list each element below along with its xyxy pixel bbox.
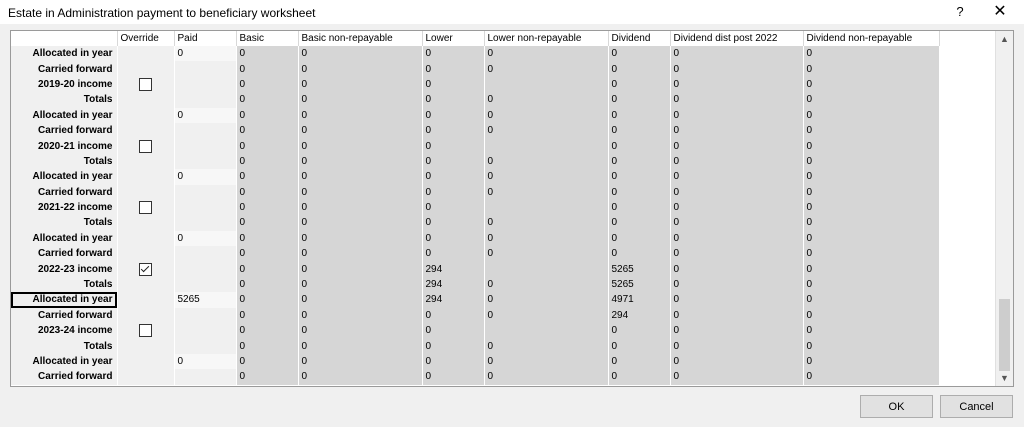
filler-cell: [939, 46, 998, 61]
paid-cell: [174, 77, 236, 92]
column-header-1: Override: [117, 31, 174, 46]
table-row: [11, 215, 998, 230]
value-cell: 0: [670, 338, 803, 353]
override-cell: [117, 277, 174, 292]
row-label[interactable]: Carried forward: [11, 246, 117, 261]
cancel-button[interactable]: Cancel: [940, 395, 1013, 418]
override-checkbox[interactable]: [139, 324, 152, 337]
table-row: [11, 308, 998, 323]
override-cell: [117, 231, 174, 246]
value-cell: 0: [236, 292, 298, 307]
value-cell: 294: [422, 277, 484, 292]
row-label[interactable]: Totals: [11, 154, 117, 169]
filler-cell: [939, 338, 998, 353]
row-label[interactable]: Totals: [11, 92, 117, 107]
value-cell: 0: [484, 231, 608, 246]
scroll-thumb[interactable]: [999, 299, 1010, 371]
paid-cell: [174, 123, 236, 138]
column-header-3: Basic: [236, 31, 298, 46]
value-cell: 0: [670, 215, 803, 230]
value-cell: 0: [803, 169, 939, 184]
value-cell: 0: [298, 215, 422, 230]
paid-cell: [174, 138, 236, 153]
value-cell: 0: [236, 308, 298, 323]
value-cell: 0: [484, 215, 608, 230]
value-cell: 0: [484, 308, 608, 323]
value-cell: 0: [670, 292, 803, 307]
value-cell: 0: [670, 77, 803, 92]
value-cell: 0: [484, 154, 608, 169]
value-cell: 0: [670, 231, 803, 246]
value-cell: 0: [484, 292, 608, 307]
value-cell: 0: [236, 154, 298, 169]
table-row: [11, 92, 998, 107]
value-cell: 0: [670, 138, 803, 153]
value-cell: 5265: [608, 277, 670, 292]
value-cell: 0: [484, 123, 608, 138]
row-label[interactable]: Carried forward: [11, 369, 117, 384]
override-cell: [117, 215, 174, 230]
paid-cell: [174, 246, 236, 261]
value-cell: 0: [422, 154, 484, 169]
close-icon[interactable]: ✕: [993, 3, 1007, 20]
value-cell: 0: [803, 231, 939, 246]
override-checkbox[interactable]: [139, 263, 152, 276]
value-cell: 0: [803, 338, 939, 353]
value-cell: 0: [803, 354, 939, 369]
value-cell: 0: [422, 308, 484, 323]
value-cell: 0: [484, 46, 608, 61]
value-cell: 0: [298, 338, 422, 353]
value-cell: 0: [670, 108, 803, 123]
override-cell: [117, 123, 174, 138]
override-cell[interactable]: [117, 323, 174, 338]
override-cell[interactable]: [117, 261, 174, 276]
value-cell: 0: [608, 231, 670, 246]
paid-cell: [174, 215, 236, 230]
filler-cell: [939, 292, 998, 307]
table-row: [11, 154, 998, 169]
value-cell: [484, 261, 608, 276]
value-cell: 0: [298, 123, 422, 138]
table-row: [11, 338, 998, 353]
value-cell: 294: [422, 292, 484, 307]
value-cell: 0: [236, 369, 298, 384]
value-cell: 0: [608, 77, 670, 92]
value-cell: 0: [608, 92, 670, 107]
value-cell: 0: [608, 246, 670, 261]
paid-cell: [174, 185, 236, 200]
value-cell: 0: [298, 261, 422, 276]
filler-cell: [939, 261, 998, 276]
value-cell: 0: [484, 108, 608, 123]
value-cell: [484, 200, 608, 215]
table-row: [11, 369, 998, 384]
value-cell: 0: [803, 77, 939, 92]
override-checkbox[interactable]: [139, 140, 152, 153]
value-cell: 0: [236, 231, 298, 246]
value-cell: 0: [803, 246, 939, 261]
value-cell: 0: [236, 338, 298, 353]
value-cell: 0: [236, 261, 298, 276]
row-label[interactable]: Allocated in year: [11, 292, 117, 307]
value-cell: 0: [803, 261, 939, 276]
value-cell: 0: [236, 138, 298, 153]
override-cell: [117, 369, 174, 384]
value-cell: 0: [298, 231, 422, 246]
value-cell: 0: [422, 354, 484, 369]
value-cell: 0: [803, 308, 939, 323]
override-cell: [117, 154, 174, 169]
override-cell: [117, 292, 174, 307]
value-cell: 0: [670, 92, 803, 107]
paid-cell[interactable]: 5265: [174, 292, 236, 307]
row-label[interactable]: 2023-24 income: [11, 323, 117, 338]
paid-cell[interactable]: 0: [174, 169, 236, 184]
filler-cell: [939, 308, 998, 323]
paid-cell[interactable]: 0: [174, 108, 236, 123]
value-cell: 0: [422, 123, 484, 138]
row-label[interactable]: Allocated in year: [11, 169, 117, 184]
value-cell: 0: [803, 215, 939, 230]
filler-cell: [939, 61, 998, 76]
value-cell: 0: [670, 200, 803, 215]
value-cell: 0: [236, 277, 298, 292]
value-cell: 0: [608, 61, 670, 76]
value-cell: 0: [608, 215, 670, 230]
override-cell[interactable]: [117, 77, 174, 92]
value-cell: 0: [298, 185, 422, 200]
value-cell: 0: [298, 61, 422, 76]
paid-cell: [174, 261, 236, 276]
column-header-filler: [939, 31, 998, 46]
value-cell: 0: [670, 277, 803, 292]
table-row: [11, 354, 998, 369]
value-cell: 0: [670, 308, 803, 323]
value-cell: 0: [422, 338, 484, 353]
value-cell: 0: [298, 92, 422, 107]
table-row: [11, 108, 998, 123]
value-cell: 0: [803, 323, 939, 338]
row-label[interactable]: Carried forward: [11, 123, 117, 138]
paid-cell[interactable]: 0: [174, 231, 236, 246]
row-label[interactable]: Carried forward: [11, 185, 117, 200]
value-cell: 0: [298, 77, 422, 92]
value-cell: 0: [608, 369, 670, 384]
filler-cell: [939, 169, 998, 184]
value-cell: 0: [298, 308, 422, 323]
table-row: [11, 231, 998, 246]
value-cell: 0: [298, 246, 422, 261]
value-cell: 0: [608, 338, 670, 353]
value-cell: [484, 138, 608, 153]
row-label[interactable]: 2019-20 income: [11, 77, 117, 92]
value-cell: 0: [608, 169, 670, 184]
value-cell: 0: [484, 61, 608, 76]
column-header-8: Dividend dist post 2022: [670, 31, 803, 46]
value-cell: 0: [484, 277, 608, 292]
value-cell: 0: [608, 123, 670, 138]
help-icon[interactable]: ?: [956, 4, 964, 19]
override-cell: [117, 108, 174, 123]
value-cell: 0: [484, 369, 608, 384]
column-header-2: Paid: [174, 31, 236, 46]
value-cell: 0: [803, 138, 939, 153]
value-cell: 0: [236, 77, 298, 92]
row-label[interactable]: Allocated in year: [11, 354, 117, 369]
table-row: [11, 292, 998, 307]
value-cell: 0: [803, 154, 939, 169]
value-cell: 0: [803, 277, 939, 292]
table-row: [11, 246, 998, 261]
value-cell: [484, 323, 608, 338]
value-cell: 0: [236, 200, 298, 215]
row-label[interactable]: Totals: [11, 338, 117, 353]
value-cell: 0: [803, 185, 939, 200]
override-cell: [117, 308, 174, 323]
override-cell: [117, 354, 174, 369]
row-label[interactable]: Carried forward: [11, 61, 117, 76]
filler-cell: [939, 108, 998, 123]
value-cell: 0: [422, 215, 484, 230]
paid-cell[interactable]: 0: [174, 46, 236, 61]
override-cell: [117, 185, 174, 200]
filler-cell: [939, 138, 998, 153]
vertical-scrollbar[interactable]: [995, 31, 1013, 386]
value-cell: 0: [670, 169, 803, 184]
value-cell: 0: [298, 46, 422, 61]
value-cell: 0: [803, 292, 939, 307]
value-cell: 0: [236, 169, 298, 184]
value-cell: 0: [422, 246, 484, 261]
value-cell: 0: [422, 61, 484, 76]
value-cell: 0: [670, 46, 803, 61]
column-header-5: Lower: [422, 31, 484, 46]
value-cell: 0: [670, 323, 803, 338]
value-cell: 0: [608, 200, 670, 215]
value-cell: 0: [608, 185, 670, 200]
value-cell: 0: [298, 277, 422, 292]
row-label[interactable]: Allocated in year: [11, 231, 117, 246]
override-checkbox[interactable]: [139, 201, 152, 214]
value-cell: 0: [236, 215, 298, 230]
filler-cell: [939, 354, 998, 369]
value-cell: 0: [236, 323, 298, 338]
table-row: [11, 61, 998, 76]
value-cell: 0: [236, 246, 298, 261]
value-cell: 0: [670, 61, 803, 76]
paid-cell: [174, 200, 236, 215]
value-cell: 0: [236, 354, 298, 369]
value-cell: 0: [803, 123, 939, 138]
value-cell: 0: [422, 185, 484, 200]
value-cell: 0: [608, 154, 670, 169]
table-row: [11, 46, 998, 61]
table-row: [11, 123, 998, 138]
value-cell: 0: [422, 46, 484, 61]
paid-cell: [174, 154, 236, 169]
filler-cell: [939, 185, 998, 200]
value-cell: 0: [670, 154, 803, 169]
filler-cell: [939, 323, 998, 338]
value-cell: 0: [236, 123, 298, 138]
value-cell: 0: [803, 108, 939, 123]
value-cell: 0: [298, 108, 422, 123]
value-cell: 0: [298, 323, 422, 338]
value-cell: 0: [608, 354, 670, 369]
table-row: [11, 138, 998, 153]
value-cell: 0: [422, 108, 484, 123]
value-cell: 0: [803, 61, 939, 76]
override-cell: [117, 61, 174, 76]
value-cell: 0: [608, 108, 670, 123]
row-label[interactable]: Allocated in year: [11, 108, 117, 123]
override-cell: [117, 92, 174, 107]
paid-cell: [174, 323, 236, 338]
paid-cell: [174, 277, 236, 292]
window-title: Estate in Administration payment to beneficiary worksheet: [8, 6, 316, 20]
column-header-6: Lower non-repayable: [484, 31, 608, 46]
column-header-9: Dividend non-repayable: [803, 31, 939, 46]
value-cell: 4971: [608, 292, 670, 307]
value-cell: 0: [236, 92, 298, 107]
value-cell: 0: [298, 154, 422, 169]
value-cell: 0: [670, 354, 803, 369]
row-label[interactable]: 2021-22 income: [11, 200, 117, 215]
value-cell: 0: [484, 169, 608, 184]
override-cell: [117, 338, 174, 353]
value-cell: 0: [422, 92, 484, 107]
column-header-row: [11, 31, 998, 46]
row-label[interactable]: 2020-21 income: [11, 138, 117, 153]
worksheet-grid: [10, 30, 1014, 387]
scroll-up-icon[interactable]: ▲: [1000, 34, 1009, 44]
value-cell: 0: [298, 169, 422, 184]
override-cell[interactable]: [117, 138, 174, 153]
filler-cell: [939, 277, 998, 292]
value-cell: 0: [236, 61, 298, 76]
filler-cell: [939, 369, 998, 384]
value-cell: 0: [484, 92, 608, 107]
value-cell: 294: [422, 261, 484, 276]
row-label[interactable]: Totals: [11, 277, 117, 292]
value-cell: 0: [422, 369, 484, 384]
title-bar: [0, 0, 1024, 24]
value-cell: 0: [298, 354, 422, 369]
filler-cell: [939, 77, 998, 92]
value-cell: 0: [422, 231, 484, 246]
value-cell: 0: [803, 200, 939, 215]
filler-cell: [939, 123, 998, 138]
override-cell: [117, 246, 174, 261]
value-cell: 0: [670, 261, 803, 276]
row-label[interactable]: 2022-23 income: [11, 261, 117, 276]
value-cell: 0: [670, 369, 803, 384]
table-row: [11, 200, 998, 215]
value-cell: 0: [298, 138, 422, 153]
column-header-4: Basic non-repayable: [298, 31, 422, 46]
value-cell: 0: [803, 46, 939, 61]
value-cell: 294: [608, 308, 670, 323]
value-cell: 0: [608, 46, 670, 61]
value-cell: 0: [422, 200, 484, 215]
paid-cell: [174, 308, 236, 323]
column-header-7: Dividend: [608, 31, 670, 46]
filler-cell: [939, 92, 998, 107]
scroll-down-icon[interactable]: ▼: [1000, 373, 1009, 383]
ok-button[interactable]: OK: [860, 395, 933, 418]
column-header-0: [11, 31, 117, 46]
value-cell: 0: [298, 200, 422, 215]
row-label[interactable]: Allocated in year: [11, 46, 117, 61]
value-cell: 0: [670, 185, 803, 200]
override-cell: [117, 46, 174, 61]
filler-cell: [939, 215, 998, 230]
value-cell: 0: [484, 354, 608, 369]
value-cell: 0: [608, 138, 670, 153]
table-row: [11, 185, 998, 200]
worksheet-table: [11, 31, 998, 385]
value-cell: 0: [422, 138, 484, 153]
value-cell: 0: [484, 338, 608, 353]
value-cell: 0: [803, 92, 939, 107]
value-cell: 0: [670, 123, 803, 138]
value-cell: 0: [422, 323, 484, 338]
value-cell: 0: [422, 169, 484, 184]
value-cell: 0: [298, 369, 422, 384]
filler-cell: [939, 231, 998, 246]
filler-cell: [939, 154, 998, 169]
value-cell: 0: [298, 292, 422, 307]
paid-cell: [174, 92, 236, 107]
value-cell: [484, 77, 608, 92]
value-cell: 0: [236, 185, 298, 200]
paid-cell: [174, 61, 236, 76]
override-cell[interactable]: [117, 200, 174, 215]
override-checkbox[interactable]: [139, 78, 152, 91]
table-row: [11, 261, 998, 276]
table-row: [11, 169, 998, 184]
value-cell: 0: [236, 46, 298, 61]
value-cell: 0: [608, 323, 670, 338]
paid-cell[interactable]: 0: [174, 354, 236, 369]
filler-cell: [939, 246, 998, 261]
row-label[interactable]: Carried forward: [11, 308, 117, 323]
table-row: [11, 77, 998, 92]
value-cell: 0: [484, 185, 608, 200]
value-cell: 0: [670, 246, 803, 261]
table-row: [11, 323, 998, 338]
paid-cell: [174, 369, 236, 384]
row-label[interactable]: Totals: [11, 215, 117, 230]
value-cell: 0: [236, 108, 298, 123]
value-cell: 0: [484, 246, 608, 261]
paid-cell: [174, 338, 236, 353]
table-row: [11, 277, 998, 292]
value-cell: 0: [422, 77, 484, 92]
value-cell: 0: [803, 369, 939, 384]
override-cell: [117, 169, 174, 184]
filler-cell: [939, 200, 998, 215]
value-cell: 5265: [608, 261, 670, 276]
